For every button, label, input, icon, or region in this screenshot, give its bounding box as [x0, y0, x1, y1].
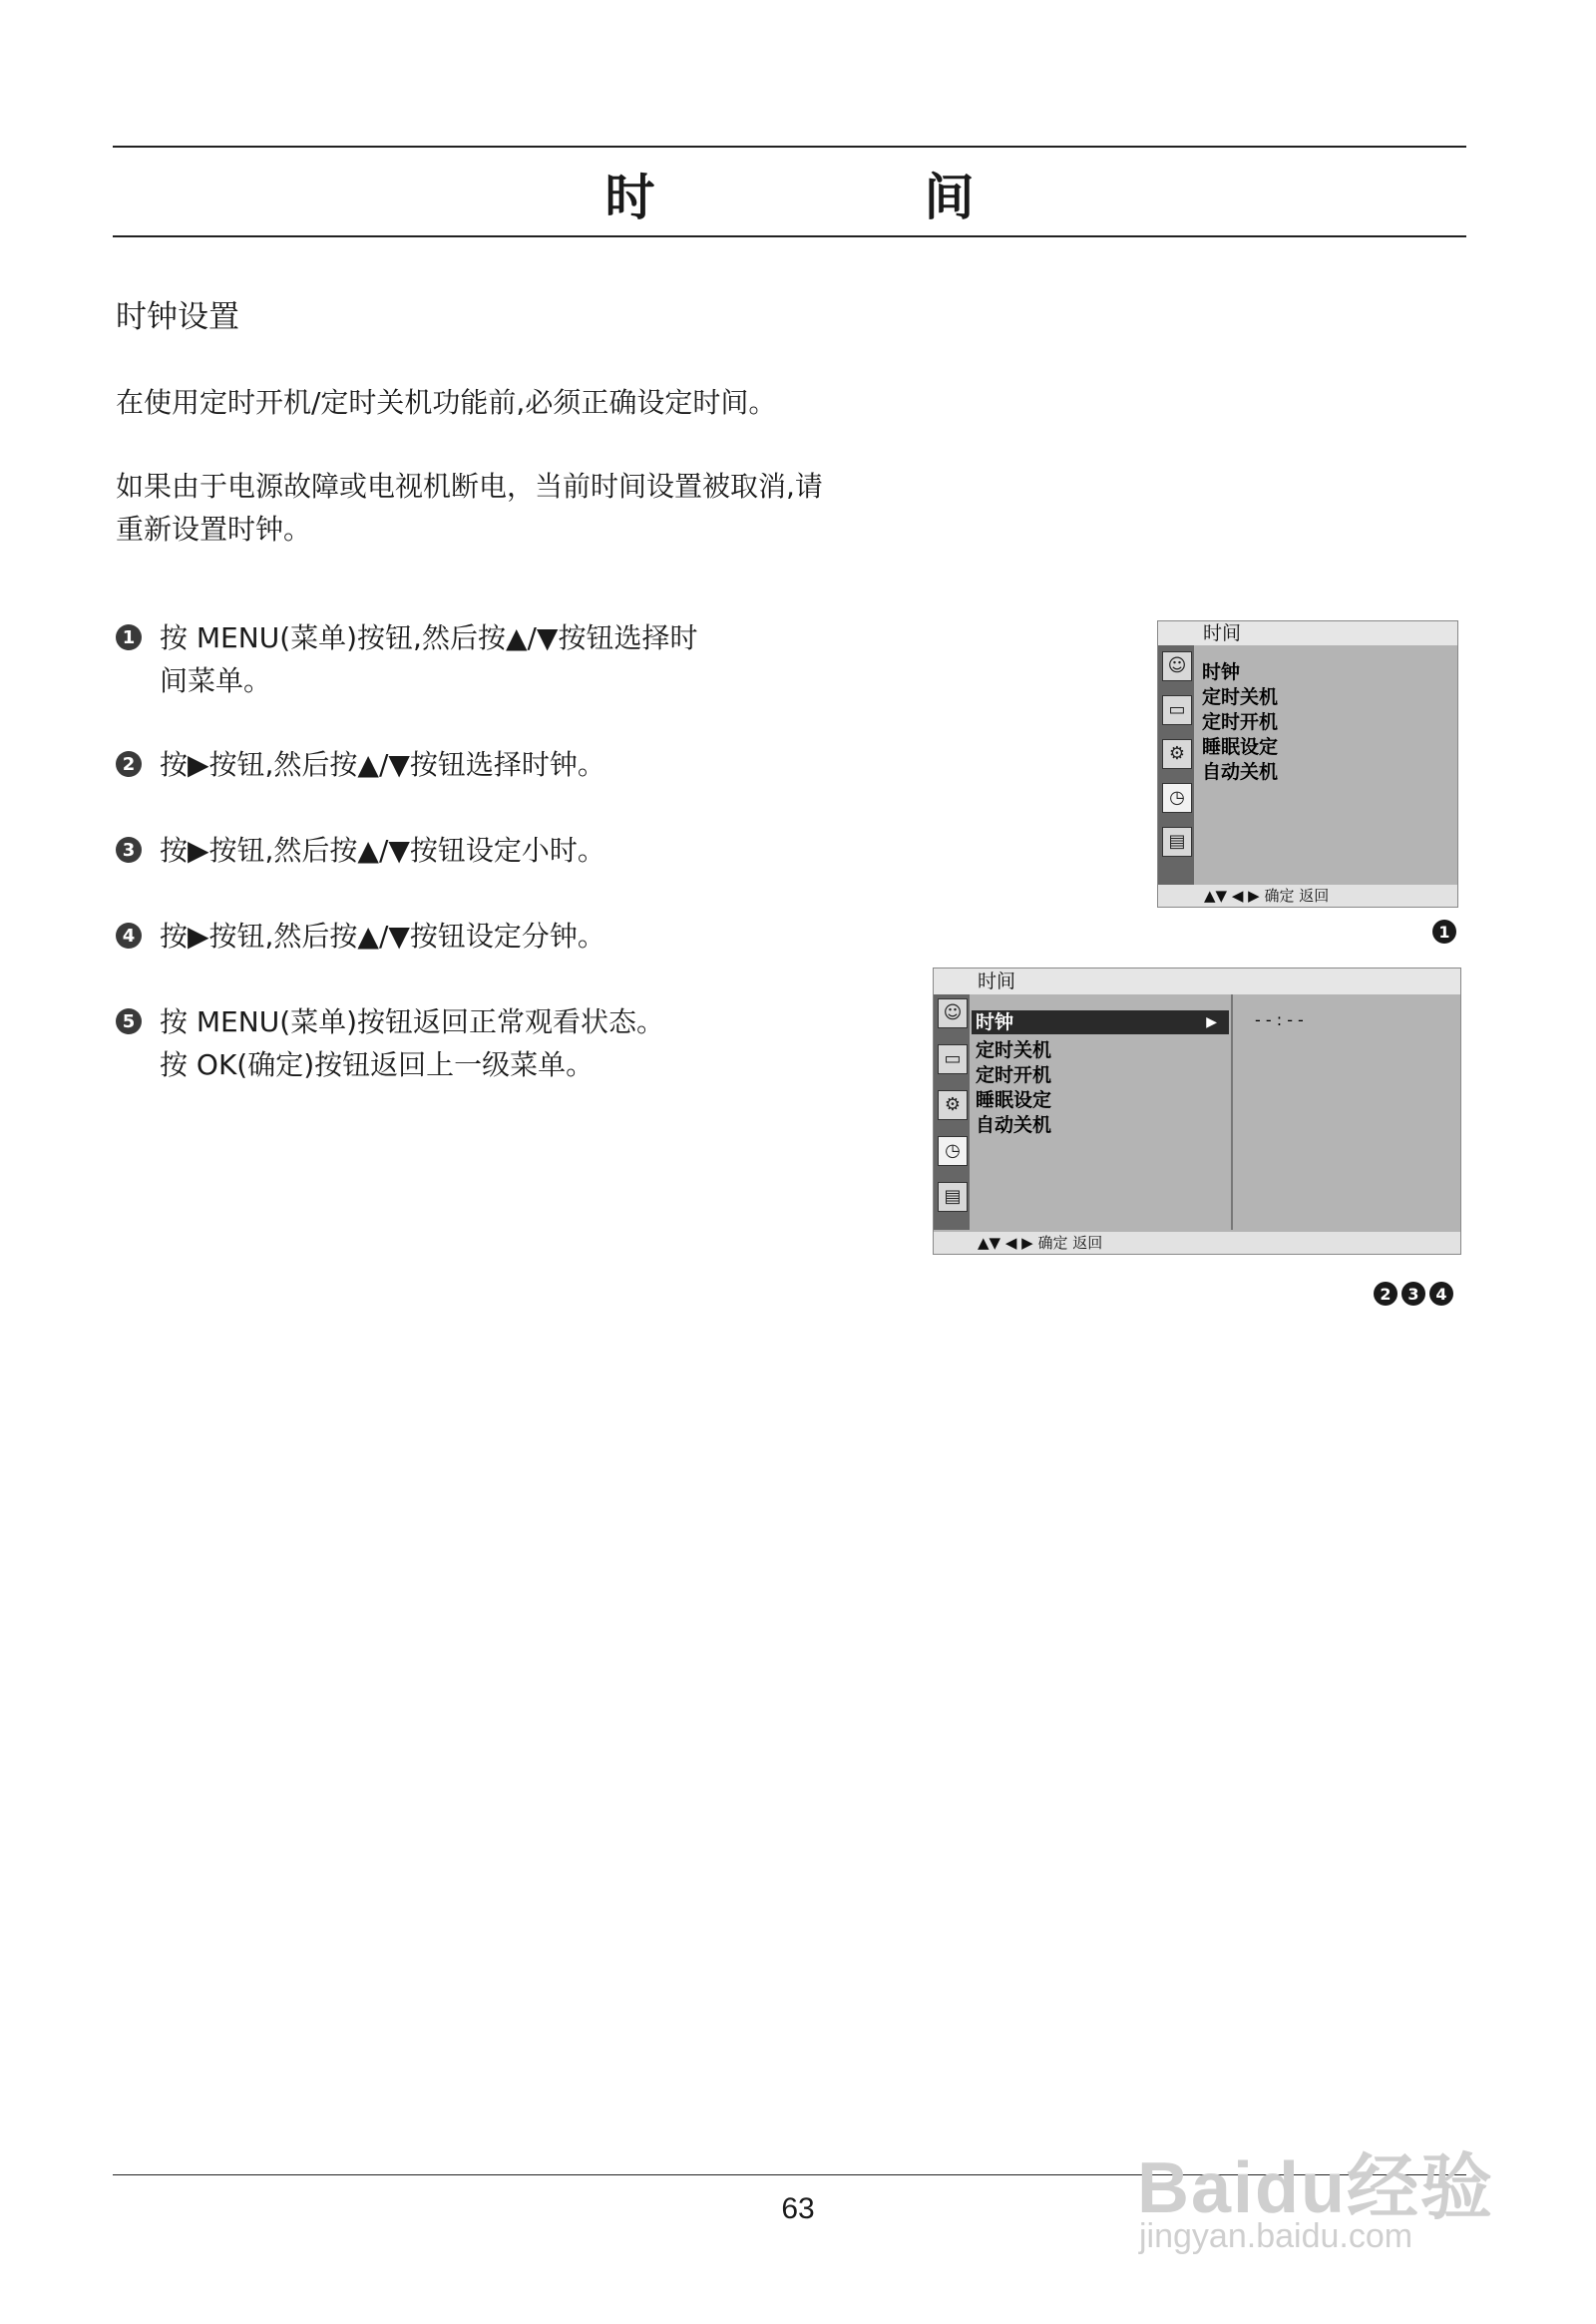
menu-item-sleep[interactable]: 睡眠设定	[976, 1089, 1052, 1111]
step-number: 2	[116, 751, 142, 777]
step-number: 3	[116, 837, 142, 863]
clock-value[interactable]: - - : - -	[1255, 1010, 1304, 1029]
time-menu-screen-1	[1157, 620, 1458, 908]
osd-title: 时间	[978, 970, 1016, 992]
figure-badge: 1	[1432, 920, 1456, 944]
step-2-line-1: 按▶按钮,然后按▲/▼按钮选择时钟。	[160, 748, 605, 781]
step-3	[116, 829, 605, 872]
clock-icon: ◷	[1162, 783, 1192, 813]
screen-icon: ▭	[1162, 695, 1192, 725]
osd-footer: ▲▼ ◀ ▶ 确定 返回	[1158, 885, 1457, 907]
osd-footer: ▲▼ ◀ ▶ 确定 返回	[934, 1232, 1460, 1254]
osd-title: 时间	[1203, 622, 1242, 644]
top-rule	[113, 146, 1466, 148]
clock-icon: ◷	[938, 1136, 968, 1166]
step-number: 5	[116, 1008, 142, 1034]
step-5	[116, 1000, 664, 1086]
page-number: 63	[781, 2192, 815, 2225]
step-1-line-1: 按 MENU(菜单)按钮,然后按▲/▼按钮选择时	[160, 621, 698, 654]
step-4-line-1: 按▶按钮,然后按▲/▼按钮设定分钟。	[160, 920, 605, 953]
intro-paragraph-2	[116, 465, 823, 551]
menu-item-auto-off[interactable]: 自动关机	[976, 1114, 1052, 1136]
figure-label-1	[1432, 920, 1456, 944]
osd-title-bar	[934, 968, 1460, 994]
menu-item-clock-selected[interactable]	[972, 1010, 1229, 1034]
menu-item-on-timer[interactable]: 定时开机	[976, 1064, 1052, 1086]
picture-icon: ☺	[938, 998, 968, 1028]
step-1	[116, 616, 697, 702]
figure-badge: 2	[1374, 1282, 1397, 1306]
page-title: 时 间	[604, 169, 1084, 226]
menu-item-auto-off[interactable]: 自动关机	[1202, 761, 1279, 783]
menu-item-off-timer[interactable]: 定时关机	[1202, 686, 1279, 708]
step-4	[116, 915, 605, 958]
osd-title-bar	[1158, 621, 1457, 645]
settings-icon: ⚙	[938, 1090, 968, 1120]
osd-icon-sidebar	[1158, 645, 1194, 885]
menu-item-off-timer[interactable]: 定时关机	[976, 1039, 1052, 1061]
watermark-url: jingyan.baidu.com	[1139, 2217, 1413, 2255]
step-5-line-1: 按 MENU(菜单)按钮返回正常观看状态。	[160, 1005, 665, 1038]
osd-icon-sidebar	[934, 994, 970, 1230]
step-number: 4	[116, 923, 142, 949]
intro-paragraph-1: 在使用定时开机/定时关机功能前,必须正确设定时间。	[116, 386, 777, 419]
figure-label-2	[1374, 1282, 1453, 1306]
intro-paragraph-2-line-1: 如果由于电源故障或电视机断电，当前时间设置被取消,请	[116, 470, 823, 503]
lock-icon: ▤	[1162, 827, 1192, 857]
submenu-arrow-icon: ▶	[1206, 1014, 1217, 1030]
watermark	[1137, 2090, 1496, 2259]
menu-item-clock[interactable]: 时钟	[1202, 661, 1241, 683]
intro-paragraph-2-line-2: 重新设置时钟。	[116, 513, 312, 546]
menu-item-on-timer[interactable]: 定时开机	[1202, 711, 1279, 733]
step-5-line-2: 按 OK(确定)按钮返回上一级菜单。	[160, 1048, 595, 1081]
settings-icon: ⚙	[1162, 739, 1192, 769]
figure-badge: 3	[1401, 1282, 1425, 1306]
step-1-line-2: 间菜单。	[160, 664, 272, 697]
step-3-line-1: 按▶按钮,然后按▲/▼按钮设定小时。	[160, 834, 605, 867]
step-number: 1	[116, 624, 142, 650]
title-bottom-rule	[113, 235, 1466, 237]
figure-badge: 4	[1429, 1282, 1453, 1306]
picture-icon: ☺	[1162, 651, 1192, 681]
section-heading: 时钟设置	[116, 299, 239, 335]
watermark-logo: Baidu经验	[1137, 2148, 1495, 2228]
menu-item-clock-label: 时钟	[976, 1011, 1014, 1033]
osd-divider	[1231, 994, 1233, 1230]
time-menu-screen-2	[933, 968, 1461, 1255]
lock-icon: ▤	[938, 1182, 968, 1212]
menu-item-sleep[interactable]: 睡眠设定	[1202, 736, 1279, 758]
screen-icon: ▭	[938, 1044, 968, 1074]
step-2	[116, 743, 605, 786]
